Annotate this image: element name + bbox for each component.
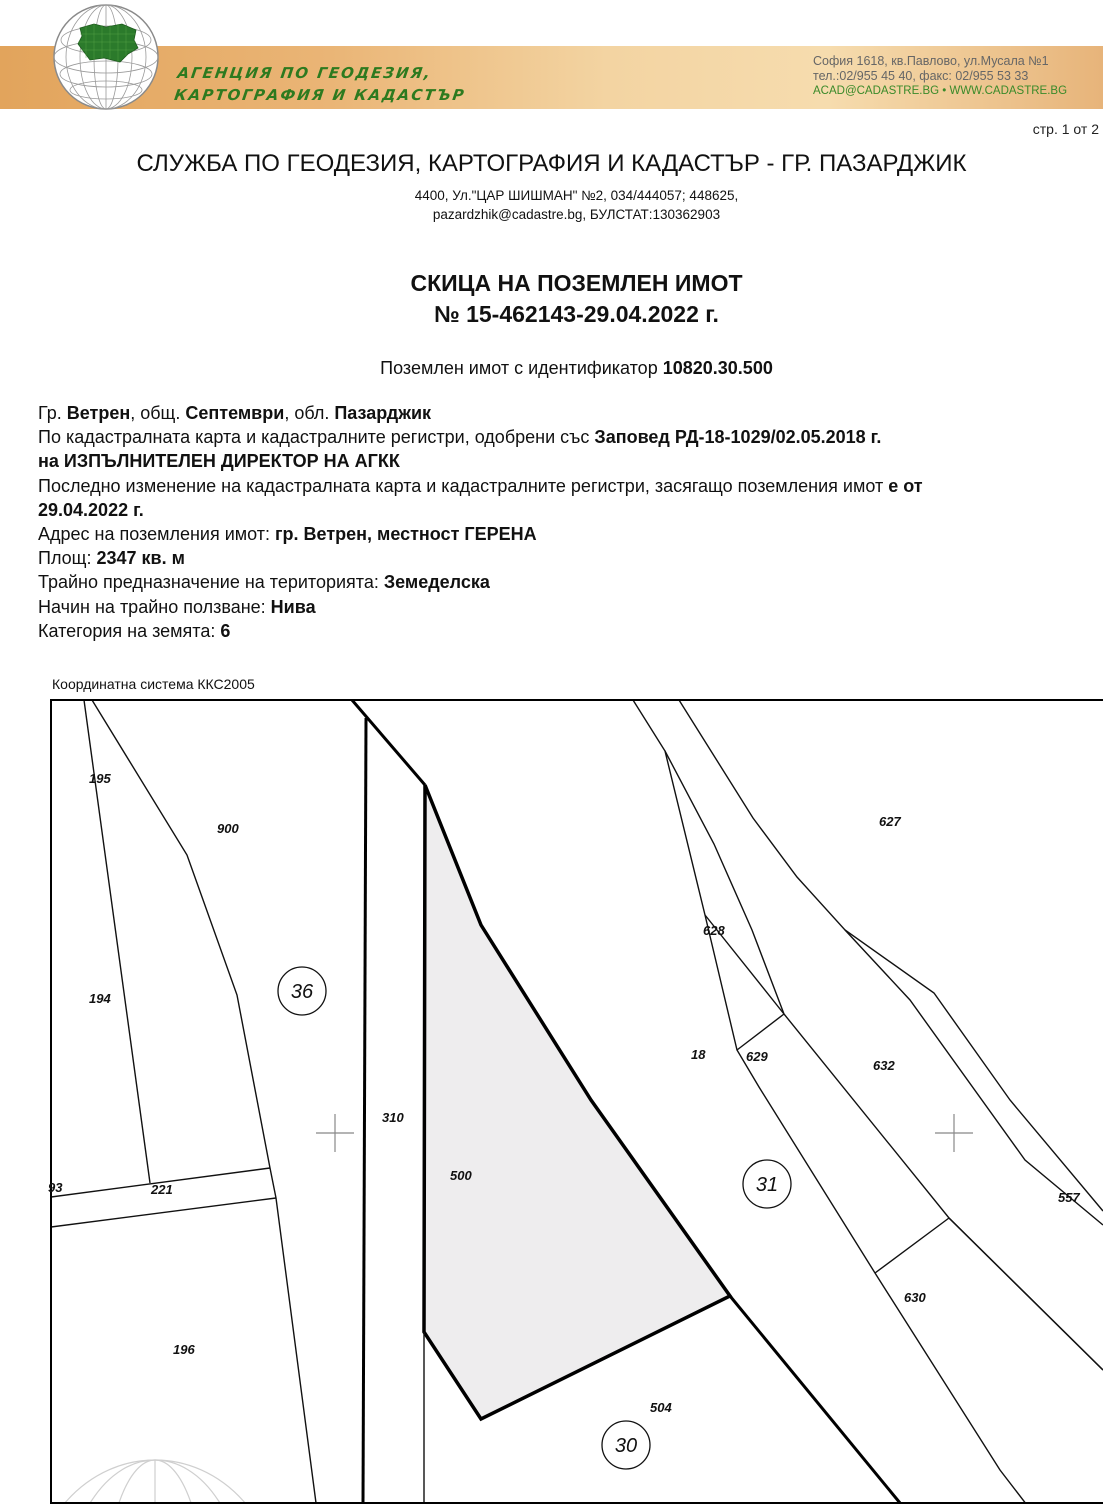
municipality-value: Септември — [185, 403, 285, 423]
document-number: № 15-462143-29.04.2022 г. — [434, 301, 719, 327]
area-value: 2347 кв. м — [96, 548, 185, 569]
parcel-label: 310 — [382, 1110, 404, 1125]
category-value: 6 — [220, 620, 231, 641]
parcel-label: 632 — [873, 1058, 895, 1073]
town-value: Ветрен — [66, 403, 131, 423]
parcel-label: 93 — [48, 1180, 63, 1195]
office-address-line2: pazardzhik@cadastre.bg, БУЛСТАТ:130362903 — [432, 207, 721, 222]
parcel-label: 221 — [151, 1182, 173, 1197]
purpose-value: Земеделска — [383, 572, 490, 593]
parcel-label: 18 — [691, 1047, 706, 1062]
area-label: Площ: — [38, 548, 92, 569]
parcel-label: 500 — [450, 1168, 472, 1183]
subject-parcel-500 — [424, 785, 730, 1419]
office-address-line1: 4400, Ул."ЦАР ШИШМАН" №2, 034/444057; 448625, — [414, 188, 739, 203]
region-value: Пазарджик — [334, 403, 432, 423]
purpose-label: Трайно предназначение на територията: — [38, 572, 379, 593]
parcel-label: 195 — [89, 771, 111, 786]
region-prefix: , обл. — [284, 403, 330, 423]
identifier-value: 10820.30.500 — [662, 358, 773, 378]
identifier-prefix: Поземлен имот с идентификатор — [380, 358, 658, 378]
usage-label: Начин на трайно ползване: — [38, 596, 266, 617]
block-label: 36 — [290, 981, 314, 1003]
agency-name-line1: АГЕНЦИЯ ПО ГЕОДЕЗИЯ, — [176, 64, 434, 82]
block-marker-31 — [743, 1160, 791, 1208]
agency-name-line2: КАРТОГРАФИЯ И КАДАСТЪР — [173, 86, 467, 104]
approval-authority: на ИЗПЪЛНИТЕЛЕН ДИРЕКТОР НА АГКК — [38, 451, 400, 472]
town-prefix: Гр. — [38, 403, 62, 423]
document-title-text: СКИЦА НА ПОЗЕМЛЕН ИМОТ — [410, 270, 743, 296]
agency-email-web: ACAD@CADASTRE.BG • WWW.CADASTRE.BG — [813, 85, 1068, 97]
parcel-label: 630 — [904, 1290, 926, 1305]
parcel-label: 629 — [746, 1049, 768, 1064]
last-change-text: Последно изменение на кадастралната карта и кадастралните регистри, засягащо поземления имот — [38, 475, 884, 496]
agency-address: София 1618, кв.Павлово, ул.Мусала №1 — [813, 54, 1049, 68]
parcel-label: 628 — [703, 923, 725, 938]
category-label: Категория на земята: — [38, 620, 216, 641]
block-label: 31 — [755, 1174, 779, 1196]
grid-crosshair-icon — [316, 1114, 973, 1152]
address-label: Адрес на поземления имот: — [38, 524, 271, 545]
parcel-label: 504 — [650, 1400, 672, 1415]
parcel-label: 194 — [89, 991, 111, 1006]
parcel-label: 196 — [173, 1342, 195, 1357]
municipality-prefix: , общ. — [130, 403, 181, 423]
agency-phone-fax: тел.:02/955 45 40, факс: 02/955 53 33 — [813, 69, 1029, 83]
address-value: гр. Ветрен, местност ГЕРЕНА — [275, 524, 537, 545]
last-change-value: е от — [888, 475, 923, 496]
page-number: стр. 1 от 2 — [1032, 121, 1099, 137]
approval-text: По кадастралната карта и кадастралните регистри, одобрени със — [38, 427, 590, 448]
parcel-label: 900 — [217, 821, 239, 836]
last-change-date: 29.04.2022 г. — [38, 499, 144, 520]
coordinate-system-label: Координатна система ККС2005 — [52, 676, 255, 692]
parcel-label: 627 — [879, 814, 901, 829]
approval-order: Заповед РД-18-1029/02.05.2018 г. — [594, 427, 882, 448]
parcel-label: 557 — [1058, 1190, 1080, 1205]
block-label: 30 — [614, 1435, 638, 1457]
globe-watermark-icon — [30, 1460, 280, 1509]
block-marker-30 — [602, 1421, 650, 1469]
block-marker-36 — [278, 967, 326, 1015]
usage-value: Нива — [270, 596, 316, 617]
office-title: СЛУЖБА ПО ГЕОДЕЗИЯ, КАРТОГРАФИЯ И КАДАСТЪР - ГР. ПАЗАРДЖИК — [136, 150, 967, 177]
